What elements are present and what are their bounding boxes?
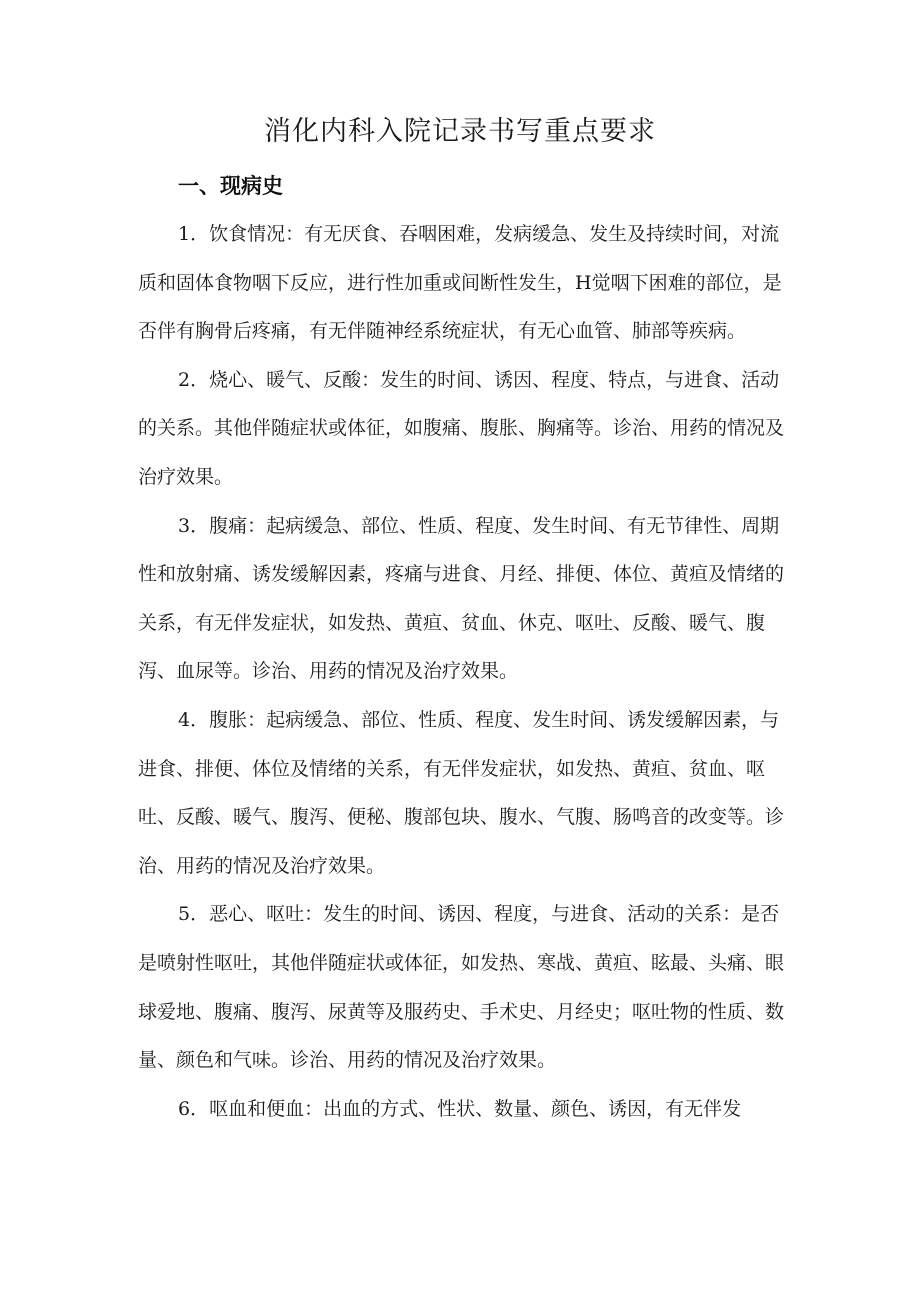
document-body — [138, 210, 798, 1133]
paragraph-nausea-vomiting: 5．恶心、呕吐：发生的时间、诱因、程度，与进食、活动的关系：是否是喷射性呕吐，其他伴随症状或体征，如发热、寒战、黄疸、眩最、头痛、眼球爱地、腹痛、腹泻、尿黄等及服药史、手术史、月经史；呕吐物的性质、数量、颜色和气味。诊治、用药的情况及治疗效果。 — [138, 903, 785, 1072]
paragraph-diet: 1．饮食情况：有无厌食、吞咽困难，发病缓急、发生及持续时间，对流质和固体食物咽下反应，进行性加重或间断性发生，H觉咽下困难的部位，是否伴有胸骨后疼痛，有无伴随神经系统症状，有无心血管、肺部等疾病。 — [138, 223, 782, 343]
paragraph-abdominal-distension: 4．腹胀：起病缓急、部位、性质、程度、发生时间、诱发缓解因素，与进食、排便、体位及情绪的关系，有无伴发症状，如发热、黄疸、贫血、呕吐、反酸、暖气、腹泻、便秘、腹部包块、腹水、气腹、肠鸣音的改变等。诊治、用药的情况及治疗效果。 — [138, 708, 785, 877]
document-title: 消化内科入院记录书写重点要求 — [264, 116, 656, 147]
paragraph-abdominal-pain: 3．腹痛：起病缓急、部位、性质、程度、发生时间、有无节律性、周期性和放射痛、诱发缓解因素，疼痛与进食、月经、排便、体位、黄疸及情绪的关系，有无伴发症状，如发热、黄疸、贫血、休克、呕吐、反酸、暖气、腹泻、血尿等。诊治、用药的情况及治疗效果。 — [138, 514, 785, 683]
paragraph-heartburn: 2．烧心、暖气、反酸：发生的时间、诱因、程度、特点，与进食、活动的关系。其他伴随症状或体征，如腹痛、腹胀、胸痛等。诊治、用药的情况及治疗效果。 — [138, 368, 785, 488]
paragraph-hematemesis: 6．呕血和便血：出血的方式、性状、数量、颜色、诱因，有无伴发 — [178, 1097, 742, 1120]
section-heading: 一、现病史 — [178, 174, 283, 198]
